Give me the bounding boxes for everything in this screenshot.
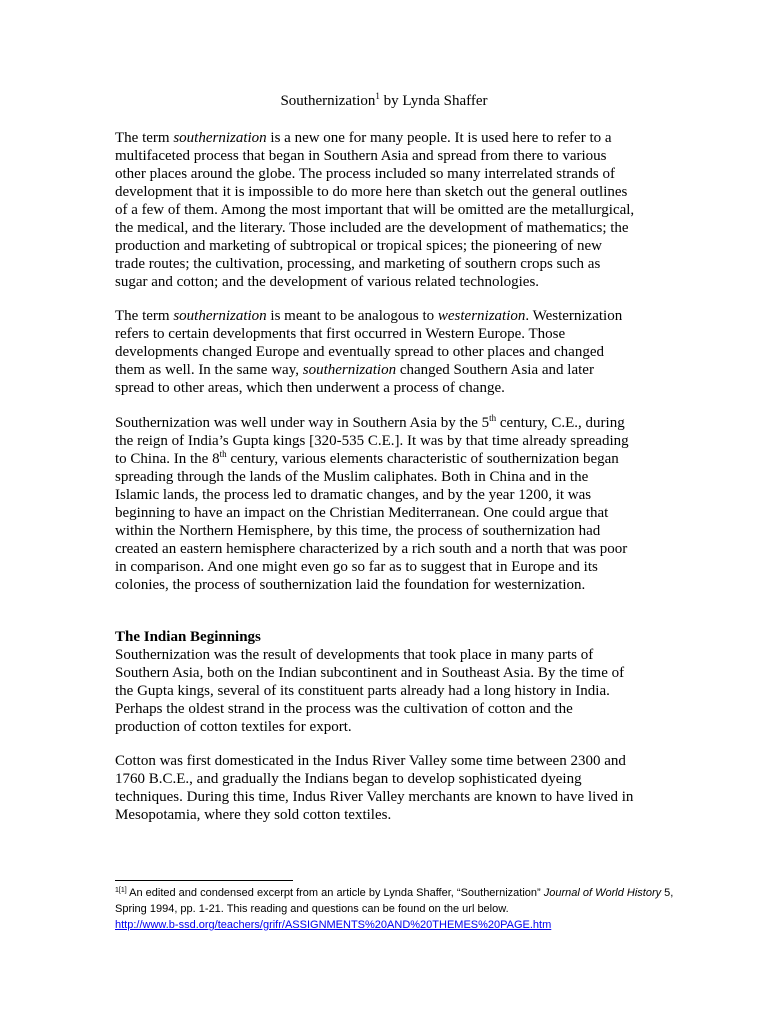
p3-text-a: Southernization was well under way in Southern Asia by the 5: [115, 415, 490, 431]
document-title: [0, 92, 768, 110]
p3-ordinal-2: th: [219, 449, 227, 459]
section-indian-beginnings: [115, 628, 635, 736]
p3-ordinal-1: th: [489, 413, 497, 423]
footnote-url-link[interactable]: http://www.b-ssd.org/teachers/grifr/ASSIGNMENTS%20AND%20THEMES%20PAGE.htm: [115, 919, 552, 931]
footnote-text-a: An edited and condensed excerpt from an article by Lynda Shaffer, “Southernization”: [126, 887, 544, 899]
p2-emphasis-3: southernization: [302, 362, 397, 378]
p2-text-b: is meant to be analogous to: [266, 308, 438, 324]
footnote-divider: [115, 880, 293, 881]
p1-text-b: is a new one for many people. It is used here to refer to a multifaceted process that began in Southern Asia and spread from there to various other places around the globe. The process included so many interrelated strands of development that it is impossible to do more here than sketch out the general outlines of a few of them. Among the most important that will be omitted are the metallurgical, the medical, and the literary. Those included are the development of mathematics; the production and marketing of subtropical or tropical spices; the pioneering of new trade routes; the cultivation, processing, and marketing of southern crops such as sugar and cotton; and the development of various related technologies.: [115, 130, 635, 290]
p2-text-c: . Westernization refers to certain developments that first occurred in Western Europe. Those developments changed Europe and eventually spread to other places and changed them as well. In the same way,: [115, 308, 623, 378]
paragraph-4: Southernization was the result of developments that took place in many parts of Southern Asia, both on the Indian subcontinent and in Southeast Asia. By the time of the Gupta kings, several of its constituent parts already had a long history in India. Perhaps the oldest strand in the process was the cultivation of cotton and the production of cotton textiles for export.: [115, 647, 625, 735]
title-footnote-ref[interactable]: 1: [375, 91, 380, 101]
p3-text-c: century, various elements characteristic of southernization began spreading through the lands of the Muslim caliphates. Both in China and in the Islamic lands, the process led to dramatic changes, and by the year 1200, it was beginning to have an impact on the Christian Mediterranean. One could argue that within the Northern Hemisphere, by this time, the process of southernization had created an eastern hemisphere characterized by a rich south and a north that was poor in comparison. And one might even go so far as to suggest that in Europe and its colonies, the process of southernization laid the foundation for westernization.: [115, 451, 628, 593]
footnote-journal: Journal of World History: [543, 887, 662, 899]
paragraph-2: [115, 307, 635, 397]
footnote-text-b: 5, Spring 1994, pp. 1-21. This reading and questions can be found on the url below.: [115, 887, 674, 915]
p2-emphasis-2: westernization: [437, 308, 526, 324]
footnote-marker: 1[1]: [115, 887, 127, 894]
section-heading: The Indian Beginnings: [115, 629, 261, 645]
title-text: Southernization: [280, 93, 376, 109]
title-byline: by Lynda Shaffer: [379, 93, 488, 109]
p3-text-b: century, C.E., during the reign of India’s Gupta kings [320-535 C.E.]. It was by that time already spreading to China. In the 8: [115, 415, 629, 467]
paragraph-1: [115, 129, 635, 291]
p1-emphasis: southernization: [173, 130, 267, 146]
paragraph-5: Cotton was first domesticated in the Indus River Valley some time between 2300 and 1760 B.C.E., and gradually the Indians began to develop sophisticated dyeing techniques. During this time, Indus River Valley merchants are known to have lived in Mesopotamia, where they sold cotton textiles.: [115, 753, 634, 823]
p2-text-a: The term: [115, 308, 174, 324]
p2-text-d: changed Southern Asia and later spread to other areas, which then underwent a process of change.: [115, 362, 594, 396]
footnote: [115, 885, 675, 933]
p1-text-a: The term: [115, 130, 174, 146]
p2-emphasis-1: southernization: [173, 308, 267, 324]
paragraph-3: [115, 414, 635, 594]
